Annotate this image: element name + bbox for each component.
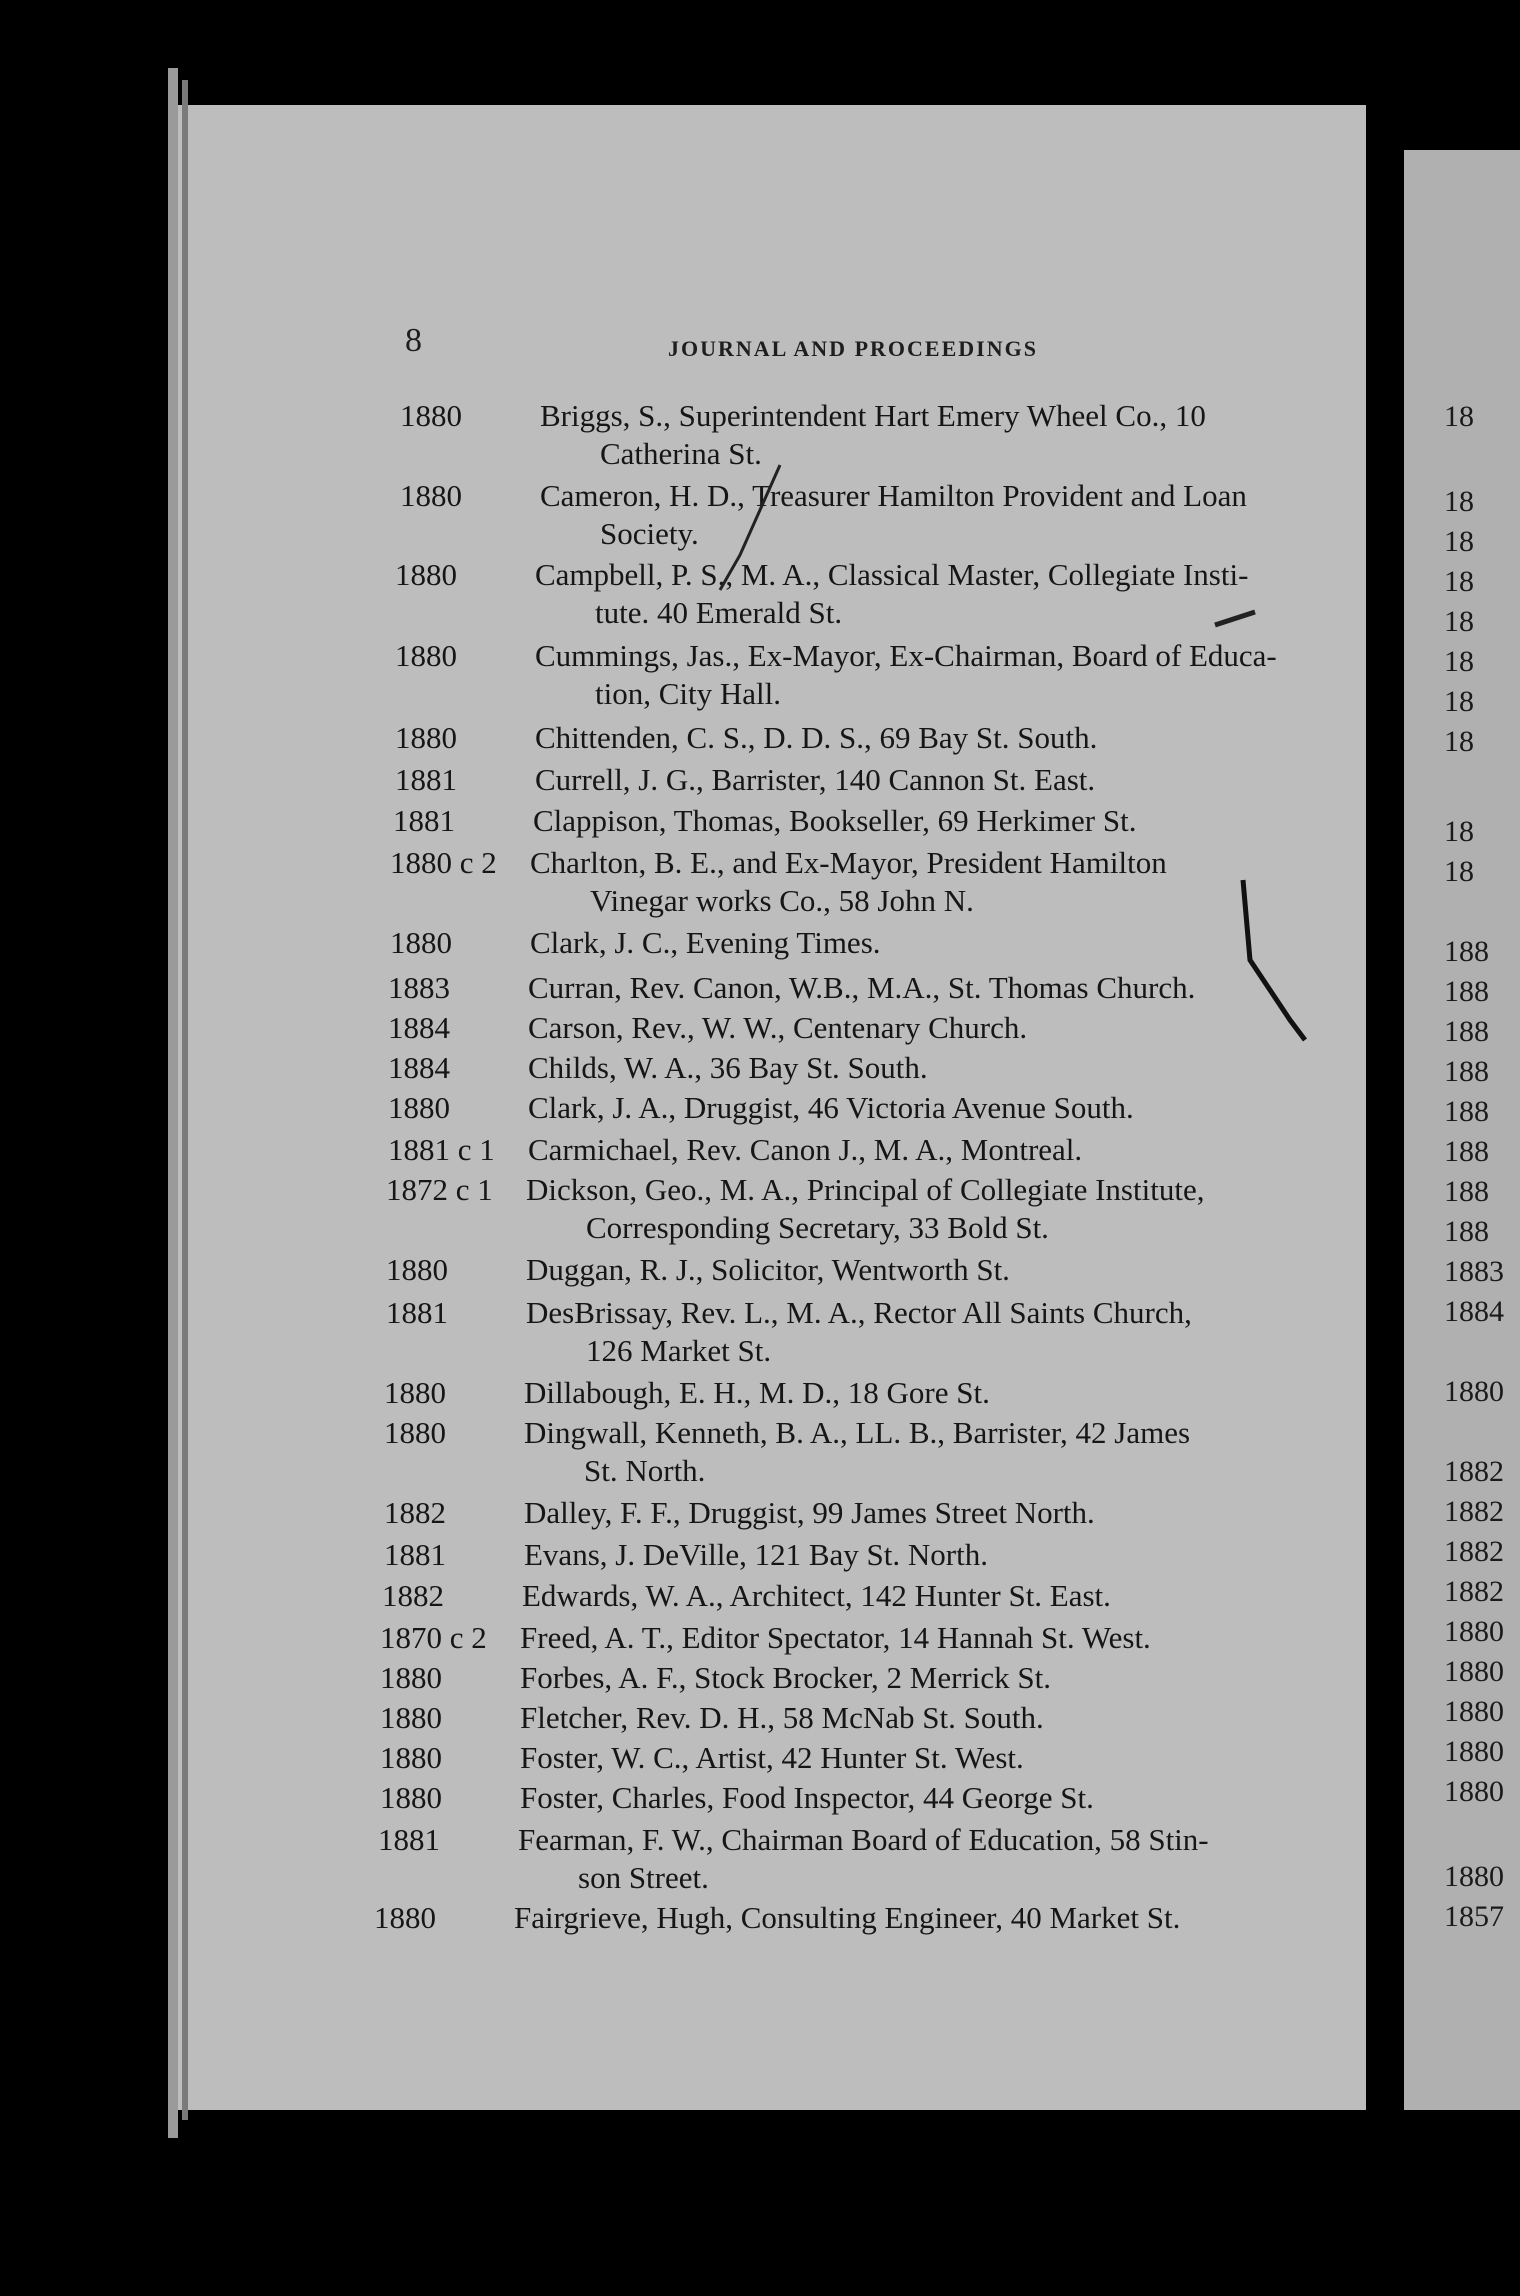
entry-text: Carmichael, Rev. Canon J., M. A., Montreal. — [528, 1132, 1083, 1167]
entry-text: Dillabough, E. H., M. D., 18 Gore St. — [524, 1375, 990, 1410]
entry-text-continued: tute. 40 Emerald St. — [595, 595, 843, 630]
entry-text: Cameron, H. D., Treasurer Hamilton Provident and Loan — [540, 478, 1247, 513]
entry-text: Foster, Charles, Food Inspector, 44 George St. — [520, 1780, 1094, 1815]
entry-text: Evans, J. DeVille, 121 Bay St. North. — [524, 1537, 988, 1572]
entry-text: Duggan, R. J., Solicitor, Wentworth St. — [526, 1252, 1010, 1287]
next-page-year: 18 — [1444, 855, 1474, 888]
entry-year: 1880 — [384, 1375, 446, 1410]
entry-year: 1882 — [382, 1578, 444, 1613]
entry-text-continued: 126 Market St. — [586, 1333, 772, 1368]
entry-year: 1881 c 1 — [388, 1132, 495, 1167]
next-page-year: 1882 — [1444, 1575, 1504, 1608]
entry-text: Fletcher, Rev. D. H., 58 McNab St. South. — [520, 1700, 1044, 1735]
entry-text-continued: Society. — [600, 516, 699, 551]
entry-year: 1880 — [380, 1780, 442, 1815]
next-page-year: 1882 — [1444, 1495, 1504, 1528]
entry-text: Carson, Rev., W. W., Centenary Church. — [528, 1010, 1028, 1045]
entry-text: Briggs, S., Superintendent Hart Emery Wheel Co., 10 — [540, 398, 1206, 433]
entry-text: Dickson, Geo., M. A., Principal of Collegiate Institute, — [526, 1172, 1205, 1207]
next-page-year: 1882 — [1444, 1455, 1504, 1488]
next-page-fragment — [1404, 150, 1520, 2110]
entry-text: Charlton, B. E., and Ex-Mayor, President Hamilton — [530, 845, 1167, 880]
entry-text: Forbes, A. F., Stock Brocker, 2 Merrick St. — [520, 1660, 1051, 1695]
next-page-year: 18 — [1444, 565, 1474, 598]
next-page-year: 18 — [1444, 725, 1474, 758]
page-number: 8 — [405, 322, 422, 359]
entry-text: Cummings, Jas., Ex-Mayor, Ex-Chairman, Board of Educa- — [535, 638, 1277, 673]
entry-year: 1881 — [384, 1537, 446, 1572]
entry-text-continued: Corresponding Secretary, 33 Bold St. — [586, 1210, 1049, 1245]
next-page-year: 188 — [1444, 975, 1489, 1008]
entry-year: 1880 — [380, 1700, 442, 1735]
entry-text: Foster, W. C., Artist, 42 Hunter St. West. — [520, 1740, 1024, 1775]
next-page-year: 188 — [1444, 1095, 1489, 1128]
next-page-year: 188 — [1444, 1015, 1489, 1048]
next-page-year: 1883 — [1444, 1255, 1504, 1288]
next-page-year: 1884 — [1444, 1295, 1504, 1328]
next-page-year: 1880 — [1444, 1615, 1504, 1648]
next-page-year: 1880 — [1444, 1775, 1504, 1808]
next-page-year: 188 — [1444, 935, 1489, 968]
next-page-year: 1880 — [1444, 1735, 1504, 1768]
next-page-year: 18 — [1444, 400, 1474, 433]
next-page-year: 18 — [1444, 685, 1474, 718]
entry-year: 1884 — [388, 1010, 450, 1045]
entry-year: 1870 c 2 — [380, 1620, 487, 1655]
entry-year: 1880 — [380, 1740, 442, 1775]
entry-text-continued: Catherina St. — [600, 436, 762, 471]
entry-text-continued: Vinegar works Co., 58 John N. — [590, 883, 974, 918]
entry-text: Curran, Rev. Canon, W.B., M.A., St. Thomas Church. — [528, 970, 1196, 1005]
entry-year: 1880 — [400, 398, 462, 433]
entry-text: Edwards, W. A., Architect, 142 Hunter St. East. — [522, 1578, 1111, 1613]
next-page-year: 1880 — [1444, 1655, 1504, 1688]
entry-year: 1882 — [384, 1495, 446, 1530]
entry-text: Clappison, Thomas, Bookseller, 69 Herkimer St. — [533, 803, 1137, 838]
entry-year: 1880 — [374, 1900, 436, 1935]
entry-year: 1880 — [386, 1252, 448, 1287]
entry-year: 1884 — [388, 1050, 450, 1085]
next-page-year: 1880 — [1444, 1695, 1504, 1728]
entry-text: Freed, A. T., Editor Spectator, 14 Hannah St. West. — [520, 1620, 1151, 1655]
next-page-year: 188 — [1444, 1055, 1489, 1088]
entry-year: 1880 — [395, 557, 457, 592]
next-page-year: 18 — [1444, 605, 1474, 638]
entry-year: 1880 — [380, 1660, 442, 1695]
entry-year: 1880 — [384, 1415, 446, 1450]
entry-text: Chittenden, C. S., D. D. S., 69 Bay St. South. — [535, 720, 1098, 755]
entry-year: 1883 — [388, 970, 450, 1005]
next-page-year: 1857 — [1444, 1900, 1504, 1933]
entry-year: 1880 — [388, 1090, 450, 1125]
page-shadow — [182, 80, 188, 2120]
entry-text: Fearman, F. W., Chairman Board of Education, 58 Stin- — [518, 1822, 1209, 1857]
entry-year: 1872 c 1 — [386, 1172, 493, 1207]
entry-text: Dalley, F. F., Druggist, 99 James Street North. — [524, 1495, 1095, 1530]
next-page-year: 188 — [1444, 1135, 1489, 1168]
entry-year: 1881 — [386, 1295, 448, 1330]
next-page-year: 1880 — [1444, 1375, 1504, 1408]
entry-text: Currell, J. G., Barrister, 140 Cannon St. East. — [535, 762, 1096, 797]
entry-year: 1880 — [395, 638, 457, 673]
next-page-year: 18 — [1444, 645, 1474, 678]
entry-text: Childs, W. A., 36 Bay St. South. — [528, 1050, 928, 1085]
entry-text: Fairgrieve, Hugh, Consulting Engineer, 40 Market St. — [514, 1900, 1181, 1935]
entry-text-continued: tion, City Hall. — [595, 676, 781, 711]
page-edge — [168, 68, 178, 2138]
next-page-year: 18 — [1444, 815, 1474, 848]
entry-year: 1880 — [400, 478, 462, 513]
entry-text: Campbell, P. S., M. A., Classical Master, Collegiate Insti- — [535, 557, 1249, 592]
entry-text: DesBrissay, Rev. L., M. A., Rector All Saints Church, — [526, 1295, 1192, 1330]
next-page-year: 1880 — [1444, 1860, 1504, 1893]
entry-year: 1880 c 2 — [390, 845, 497, 880]
next-page-year: 188 — [1444, 1175, 1489, 1208]
next-page-year: 18 — [1444, 485, 1474, 518]
next-page-year: 1882 — [1444, 1535, 1504, 1568]
entry-year: 1880 — [395, 720, 457, 755]
entry-year: 1880 — [390, 925, 452, 960]
entry-text: Dingwall, Kenneth, B. A., LL. B., Barrister, 42 James — [524, 1415, 1191, 1450]
entry-year: 1881 — [393, 803, 455, 838]
entry-text-continued: son Street. — [578, 1860, 709, 1895]
entry-text-continued: St. North. — [584, 1453, 706, 1488]
entry-year: 1881 — [395, 762, 457, 797]
next-page-year: 18 — [1444, 525, 1474, 558]
entry-year: 1881 — [378, 1822, 440, 1857]
entry-text: Clark, J. C., Evening Times. — [530, 925, 881, 960]
next-page-year: 188 — [1444, 1215, 1489, 1248]
entry-text: Clark, J. A., Druggist, 46 Victoria Avenue South. — [528, 1090, 1134, 1125]
running-header: JOURNAL AND PROCEEDINGS — [668, 336, 1038, 361]
